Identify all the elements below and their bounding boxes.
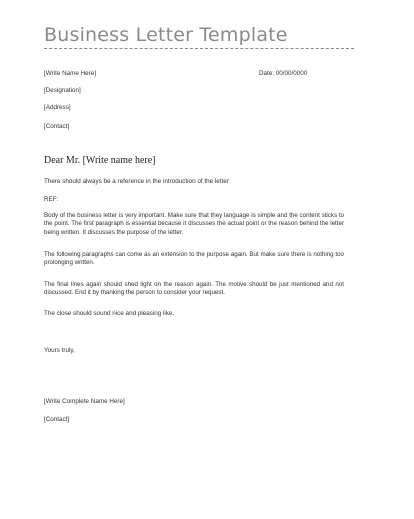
sender-contact: [Contact] bbox=[44, 123, 70, 130]
body-paragraph-2: The following paragraphs can come as an extension to the purpose again. But make sure there is nothing too prolonging written. bbox=[44, 251, 344, 267]
body-paragraph-1: Body of the business letter is very important. Make sure that they language is simple and the content sticks to the point. The first paragraph is essential because it discusses the actual point or the reason behind the letter being written. It discusses the purpose of the letter. bbox=[44, 212, 344, 236]
reference-line: There should always be a reference in the introduction of the letter bbox=[44, 178, 229, 185]
letter-date: Date: 00/00/0000 bbox=[259, 70, 308, 77]
sender-name: [Write Name Here] bbox=[44, 70, 97, 77]
body-paragraph-3: The final lines again should shed light on the reason again. The motive should be just mentioned and not discussed. End it by thanking the person to consider your request. bbox=[44, 281, 344, 297]
closing-note: The close should sound nice and pleasing like. bbox=[44, 310, 175, 317]
ref-label: REF: bbox=[44, 196, 59, 203]
page-title: Business Letter Template bbox=[44, 24, 288, 46]
title-divider bbox=[44, 48, 354, 49]
sender-address: [Address] bbox=[44, 104, 71, 111]
closing-salutation: Yours truly, bbox=[44, 347, 75, 354]
greeting-line: Dear Mr. [Write name here] bbox=[44, 155, 156, 166]
signatory-contact: [Contact] bbox=[44, 416, 70, 423]
signatory-name: [Write Complete Name Here] bbox=[44, 398, 125, 405]
sender-designation: [Designation] bbox=[44, 87, 81, 94]
